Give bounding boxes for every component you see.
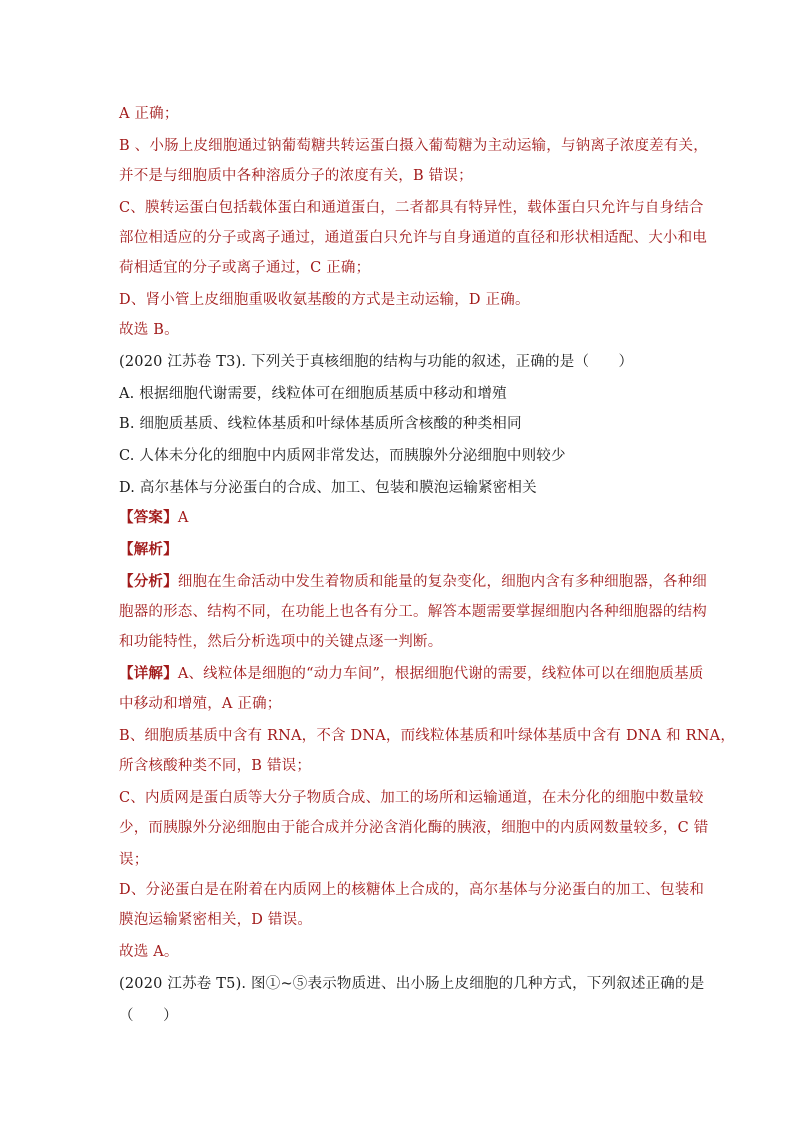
- xiangjie-line-8: D、分泌蛋白是在附着在内质网上的核糖体上合成的，高尔基体与分泌蛋白的加工、包装和: [119, 882, 705, 898]
- xiangjie-line-4: 所含核酸种类不同，B 错误；: [119, 758, 312, 774]
- answer-line-d: D、肾小管上皮细胞重吸收氨基酸的方式是主动运输，D 正确。: [119, 292, 530, 308]
- question-stem: (2020 江苏卷 T3). 下列关于真核细胞的结构与功能的叙述，正确的是（ ）: [119, 354, 634, 370]
- answer-tag: 【答案】: [119, 509, 178, 526]
- answer-value: A: [177, 510, 189, 526]
- xiangjie-line-5: C、内质网是蛋白质等大分子物质合成、加工的场所和运输通道，在未分化的细胞中数量较: [119, 790, 704, 806]
- xiangjie-line-7: 误；: [119, 852, 149, 868]
- answer-conclusion: 故选 B。: [119, 322, 179, 338]
- answer-line-c1: C、膜转运蛋白包括载体蛋白和通道蛋白，二者都具有特异性，载体蛋白只允许与自身结合: [119, 200, 704, 216]
- answer-line-c2: 部位相适应的分子或离子通过，通道蛋白只允许与自身通道的直径和形状相适配、大小和电: [119, 230, 707, 246]
- xiangjie-line-6: 少，而胰腺外分泌细胞由于能合成并分泌含消化酶的胰液，细胞中的内质网数量较多，C 错: [119, 820, 709, 836]
- xiangjie-tag: 【详解】: [119, 665, 178, 682]
- fenxi-line-1: [119, 572, 707, 592]
- fenxi-tag: 【分析】: [119, 573, 178, 590]
- answer-line-b2: 并不是与细胞质中各种溶质分子的浓度有关，B 错误；: [119, 168, 473, 184]
- option-c: C. 人体未分化的细胞中内质网非常发达，而胰腺外分泌细胞中则较少: [119, 448, 566, 464]
- answer-line-c3: 荷相适宜的分子或离子通过，C 正确；: [119, 260, 371, 276]
- xiangjie-text-1: A、线粒体是细胞的“动力车间”，根据细胞代谢的需要，线粒体可以在细胞质基质: [177, 666, 704, 682]
- option-a: A. 根据细胞代谢需要，线粒体可在细胞质基质中移动和增殖: [119, 386, 507, 402]
- xiangjie-line-3: B、细胞质基质中含有 RNA，不含 DNA，而线粒体基质和叶绿体基质中含有 DNA 和 RNA，: [119, 728, 736, 744]
- question2-conclusion: 故选 A。: [119, 944, 179, 960]
- analysis-tag: 【解析】: [119, 541, 178, 558]
- answer-row: [119, 508, 188, 528]
- question3-stem-cont: （ ）: [119, 1008, 178, 1024]
- question3-stem: (2020 江苏卷 T5). 图①~⑤表示物质进、出小肠上皮细胞的几种方式，下列叙述正确的是: [119, 976, 705, 992]
- fenxi-line-2: 胞器的形态、结构不同，在功能上也各有分工。解答本题需要掌握细胞内各种细胞器的结构: [119, 604, 707, 620]
- fenxi-line-3: 和功能特性，然后分析选项中的关键点逐一判断。: [119, 634, 443, 650]
- fenxi-text-1: 细胞在生命活动中发生着物质和能量的复杂变化，细胞内含有多种细胞器，各种细: [177, 574, 708, 590]
- option-d: D. 高尔基体与分泌蛋白的合成、加工、包装和膜泡运输紧密相关: [119, 480, 537, 496]
- option-b: B. 细胞质基质、线粒体基质和叶绿体基质所含核酸的种类相同: [119, 416, 522, 432]
- xiangjie-line-2: 中移动和增殖，A 正确；: [119, 696, 282, 712]
- answer-line-a: A 正确；: [119, 106, 179, 122]
- xiangjie-line-9: 膜泡运输紧密相关，D 错误。: [119, 912, 313, 928]
- xiangjie-line-1: [119, 664, 704, 684]
- answer-line-b1: B 、小肠上皮细胞通过钠葡萄糖共转运蛋白摄入葡萄糖为主动运输，与钠离子浓度差有关，: [119, 138, 708, 154]
